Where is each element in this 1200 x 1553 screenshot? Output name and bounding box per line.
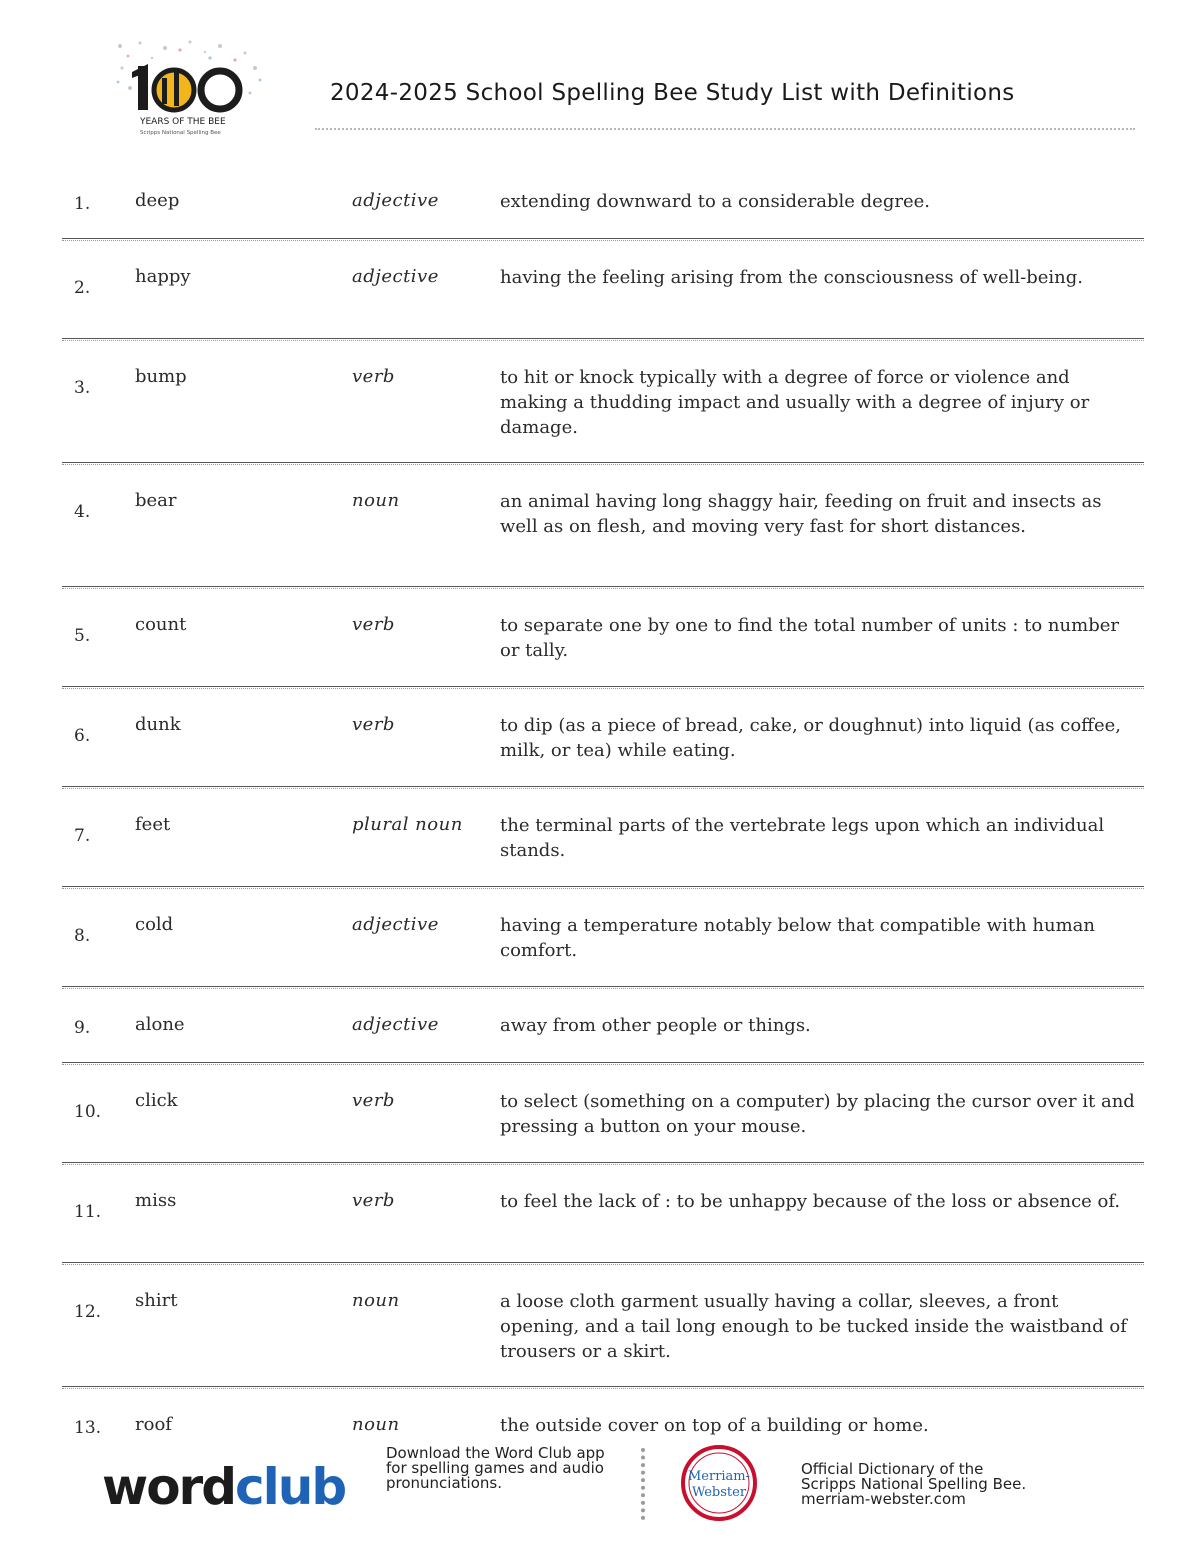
part-of-speech: noun — [352, 1290, 400, 1311]
merriam-webster-text: Official Dictionary of the Scripps National Spelling Bee. merriam-webster.com — [801, 1460, 1027, 1508]
wordclub-promo-text: Download the Word Club app for spelling games and audio pronunciations. — [386, 1444, 605, 1492]
word-number: 11. — [74, 1202, 102, 1222]
word-text: cold — [135, 914, 174, 935]
row-divider — [62, 1162, 1144, 1163]
word-text: count — [135, 614, 187, 635]
mw-seal-line2: Webster — [691, 1485, 747, 1500]
word-row — [62, 364, 1144, 488]
part-of-speech: verb — [352, 714, 395, 735]
word-number: 8. — [74, 926, 91, 946]
word-number: 4. — [74, 502, 91, 522]
wordclub-logo-club: club — [235, 1458, 346, 1516]
word-text: dunk — [135, 714, 181, 735]
word-definition: the outside cover on top of a building or home. — [500, 1415, 929, 1436]
part-of-speech: adjective — [352, 190, 439, 211]
word-definition: away from other people or things. — [500, 1015, 811, 1036]
word-row — [62, 1188, 1144, 1288]
part-of-speech: verb — [352, 366, 395, 387]
row-divider — [62, 1262, 1144, 1263]
row-divider — [62, 1386, 1144, 1387]
word-row — [62, 812, 1144, 912]
row-divider — [62, 338, 1144, 339]
logo-subtitle: Scripps National Spelling Bee — [140, 130, 221, 136]
word-number: 2. — [74, 278, 91, 298]
part-of-speech: adjective — [352, 914, 439, 935]
word-text: shirt — [135, 1290, 178, 1311]
word-definition: extending downward to a considerable degree. — [500, 191, 930, 212]
part-of-speech: adjective — [352, 1014, 439, 1035]
logo-tagline: YEARS OF THE BEE — [140, 117, 226, 127]
word-text: feet — [135, 814, 171, 835]
word-number: 9. — [74, 1018, 91, 1038]
part-of-speech: noun — [352, 490, 400, 511]
word-number: 6. — [74, 726, 91, 746]
word-row — [62, 188, 1144, 264]
word-definition: having the feeling arising from the consciousness of well-being. — [500, 267, 1083, 288]
word-text: bump — [135, 366, 187, 387]
row-divider — [62, 586, 1144, 587]
word-definition: the terminal parts of the vertebrate legs upon which an individual stands. — [500, 815, 1105, 861]
word-number: 13. — [74, 1418, 102, 1438]
word-text: miss — [135, 1190, 177, 1211]
word-number: 1. — [74, 194, 91, 214]
word-text: bear — [135, 490, 177, 511]
row-divider — [62, 686, 1144, 687]
wordclub-logo — [102, 1458, 345, 1516]
part-of-speech: verb — [352, 1090, 395, 1111]
part-of-speech: adjective — [352, 266, 439, 287]
word-text: happy — [135, 266, 191, 287]
100-years-of-the-bee-logo — [110, 38, 265, 138]
row-divider — [62, 986, 1144, 987]
row-divider — [62, 886, 1144, 887]
word-definition: to dip (as a piece of bread, cake, or doughnut) into liquid (as coffee, milk, or tea) while eating. — [500, 715, 1121, 761]
word-text: roof — [135, 1414, 172, 1435]
word-definition: an animal having long shaggy hair, feeding on fruit and insects as well as on flesh, and moving very fast for short distances. — [500, 491, 1102, 537]
row-divider — [62, 238, 1144, 239]
word-number: 12. — [74, 1302, 102, 1322]
word-number: 3. — [74, 378, 91, 398]
word-row — [62, 1288, 1144, 1412]
word-row — [62, 1012, 1144, 1088]
word-row — [62, 1088, 1144, 1188]
word-row — [62, 912, 1144, 1012]
part-of-speech: verb — [352, 1190, 395, 1211]
mw-seal-line1: Merriam- — [687, 1469, 751, 1484]
word-text: click — [135, 1090, 178, 1111]
word-text: deep — [135, 190, 180, 211]
word-row — [62, 712, 1144, 812]
word-number: 10. — [74, 1102, 102, 1122]
row-divider — [62, 1062, 1144, 1063]
wordclub-logo-word: word — [102, 1458, 235, 1516]
word-definition: a loose cloth garment usually having a collar, sleeves, a front opening, and a tail long enough to be tucked inside the waistband of trousers or a skirt. — [500, 1291, 1127, 1362]
footer-divider — [641, 1448, 645, 1520]
word-definition: to select (something on a computer) by placing the cursor over it and pressing a button on your mouse. — [500, 1091, 1135, 1137]
word-row — [62, 612, 1144, 712]
word-number: 5. — [74, 626, 91, 646]
row-divider — [62, 786, 1144, 787]
part-of-speech: plural noun — [352, 814, 463, 835]
part-of-speech: noun — [352, 1414, 400, 1435]
word-row — [62, 264, 1144, 364]
page-title: 2024-2025 School Spelling Bee Study List with Definitions — [330, 80, 1015, 106]
word-number: 7. — [74, 826, 91, 846]
word-definition: to hit or knock typically with a degree of force or violence and making a thudding impact and usually with a degree of injury or damage. — [500, 367, 1090, 438]
word-definition: having a temperature notably below that compatible with human comfort. — [500, 915, 1095, 961]
merriam-webster-seal — [680, 1444, 758, 1522]
footer — [0, 1430, 1200, 1540]
word-row — [62, 488, 1144, 612]
word-definition: to feel the lack of : to be unhappy because of the loss or absence of. — [500, 1191, 1121, 1212]
word-text: alone — [135, 1014, 185, 1035]
row-divider — [62, 462, 1144, 463]
part-of-speech: verb — [352, 614, 395, 635]
word-definition: to separate one by one to find the total number of units : to number or tally. — [500, 615, 1119, 661]
title-divider — [315, 128, 1135, 130]
